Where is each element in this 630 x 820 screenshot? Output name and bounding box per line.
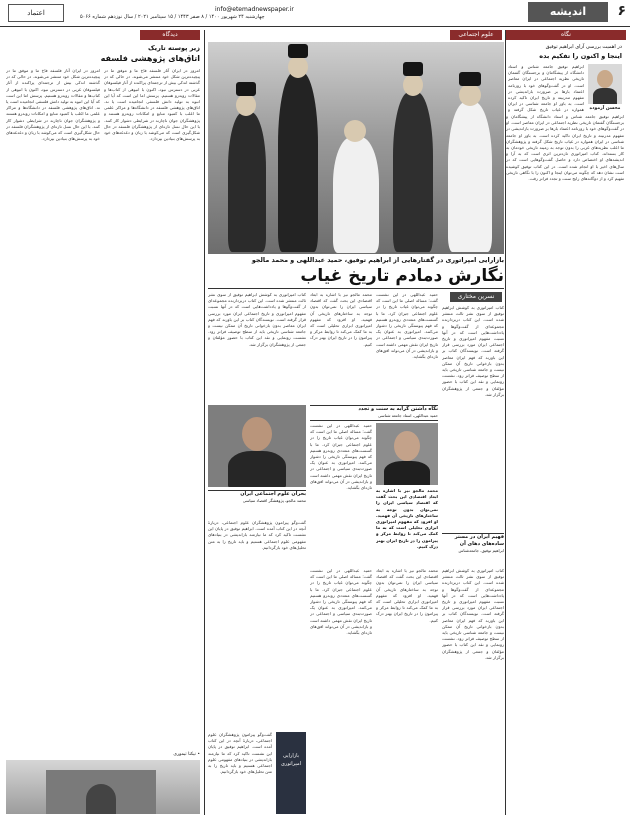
figure-2-hat: [288, 44, 308, 58]
article-column-c3: حمید عبداللهی در این نشست گفت: مساله اصلی ما این است که چگونه می‌توان غیاب تاریخ را در علوم اجتماعی جبران کرد. ما با گسست‌های متعددی روبه‌رو هستیم که فهم پیوستگی تاریخی را دشوار می‌کنند. امپراتوری به عنوان یک صورت‌بندی سیاسی و اجتماعی در تاریخ ایران نقش مهمی داشته است و بازاندیشی در آن می‌تواند افق‌های تازه‌ای بگشاید.: [310, 568, 372, 636]
pull-quote-b-author: ابراهیم توفیق، جامعه‌شناس: [458, 548, 504, 553]
figure-3-head: [344, 120, 366, 142]
figure-4-head: [403, 74, 423, 96]
main-section-label: علوم اجتماعی: [450, 30, 502, 40]
abdollahi-body: [384, 461, 430, 485]
column-divider: [505, 30, 506, 815]
section-title: اندیشه: [528, 2, 608, 22]
abdollahi-photo: [376, 423, 438, 485]
pull-quote-a: نگاه داشتن گرایه به سنت و تجدد: [358, 406, 438, 412]
pull-quote-b-box: [442, 533, 504, 566]
left-column-body-b: امروز در ایران آثار فلسفه فاخ ما و موفق ما در پیچیده‌ترین شکل خود منتشر می‌شوند. در حالی که در گذشته اندکی بیش از ترجمه‌ای پراکنده از آثار فیلسوفان غربی در دسترس نبود، اکنون با انبوهی از کتاب‌ها و مقالات روبه‌رو هستیم. پرسش اما این است که آیا این انبوه به تولید دانش فلسفی انجامیده است یا نه. اتاق‌های پژوهشی فلسفه در دانشگاه‌ها و مراکز علمی ما اغلب با کمبود منابع و امکانات روبه‌رو هستند و پژوهشگران جوان ناچارند در شرایطی دشوار کار کنند. با این حال نسل تازه‌ای از پژوهشگران فلسفه در حال شکل‌گیری است که می‌کوشد با زبان و دغدغه‌های خود به پرسش‌های بنیادین بپردازد.: [6, 68, 100, 142]
article-column-b: حمید عبداللهی در این نشست گفت: مساله اصلی ما این است که چگونه می‌توان غیاب تاریخ را در علوم اجتماعی جبران کرد. ما با گسست‌های متعددی روبه‌رو هستیم که فهم پیوستگی تاریخی را دشوار می‌کنند. امپراتوری به عنوان یک صورت‌بندی سیاسی و اجتماعی در تاریخ ایران نقش مهمی داشته است و بازاندیشی در آن می‌تواند افق‌های تازه‌ای بگشاید.: [376, 292, 438, 360]
left-column-footer-label: • نیکتا تیموری: [173, 752, 200, 757]
pull-quote-c: بحران علوم اجتماعی ایران: [240, 491, 306, 497]
right-column-label: نگاه: [506, 30, 626, 40]
article-column-a2: کتاب امپراتوری به کوشش ابراهیم توفیق از سوی نشر ثالث منتشر شده است. این کتاب دربردارنده مجموعه‌ای از گفت‌وگوها و یادداشت‌هایی است که در آنها نسبت مفهوم امپراتوری و تاریخ اجتماعی ایران مورد بررسی قرار گرفته است. نویسندگان کتاب بر این باورند که فهم ایران معاصر بدون بازخوانی تاریخ آن ممکن نیست و جامعه شناسی تاریخی باید از سطح توصیف فراتر رود. نشست رونمایی و نقد این کتاب با حضور مؤلفان و جمعی از پژوهشگران برگزار شد.: [442, 568, 504, 660]
author-portrait: [588, 64, 622, 104]
figure-4: [393, 92, 433, 252]
article-byline: نسرین مختاری: [450, 292, 502, 302]
page-header: [0, 0, 630, 27]
article-highlight-b: محمد مالجو نیز با اشاره به ابعاد اقتصادی این بحث گفت که اقتصاد سیاسی ایران را نمی‌توان بدون توجه به ساختارهای تاریخی آن فهمید. او افزود که مفهوم امپراتوری ابزاری تحلیلی است که به ما کمک می‌کند تا روابط مرکز و پیرامون را در تاریخ ایران بهتر درک کنیم.: [376, 488, 438, 549]
historical-group-photo: [208, 42, 504, 254]
figure-5-white: [448, 102, 492, 252]
article-column-b2: محمد مالجو نیز با اشاره به ابعاد اقتصادی این بحث گفت که اقتصاد سیاسی ایران را نمی‌توان بدون توجه به ساختارهای تاریخی آن فهمید. او افزود که مفهوم امپراتوری ابزاری تحلیلی است که به ما کمک می‌کند تا روابط مرکز و پیرامون را در تاریخ ایران بهتر درک کنیم.: [376, 568, 438, 623]
right-column-title: اینجا و اکنون را تفکیم بده: [539, 52, 622, 60]
figure-3-white: [333, 137, 379, 253]
dateline: چهارشنبه ۲۴ شهریور ۱۴۰۰ / ۸ صفر ۱۴۴۳ / ۱۵ سپتامبر ۲۰۲۱ / سال نوزدهم شماره ۵۰۶۶: [80, 14, 265, 20]
article-column-d2: گفت‌وگو پیرامون پژوهشگران علوم اجتماعی، دربارهٔ آنچه در این کتاب آمده است. ابراهیم توفیق در پایان این نشست تاکید کرد که ما نیازمند بازاندیشی در بنیادهای مفهومی علوم اجتماعی هستیم و باید تاریخ را به متن تحلیل‌های خود بازگردانیم.: [208, 520, 306, 550]
book-cover: [276, 732, 306, 814]
article-headline: نگارش دمادم تاریخ غیاب: [300, 266, 504, 286]
page-number: ۶: [617, 3, 626, 19]
maljoo-body: [228, 451, 286, 487]
article-column-d3: گفت‌وگو پیرامون پژوهشگران علوم اجتماعی، دربارهٔ آنچه در این کتاب آمده است. ابراهیم توفیق در پایان این نشست تاکید کرد که ما نیازمند بازاندیشی در بنیادهای مفهومی علوم اجتماعی هستیم و باید تاریخ را به متن تحلیل‌های خود بازگردانیم.: [208, 732, 272, 775]
left-column-lead: زیر پوسته تاریک: [148, 44, 200, 52]
right-column-lead: در اهمیت بررسی آرای ابراهیم توفیق: [545, 44, 622, 50]
left-column-body-a: امروز در ایران آثار فلسفه فاخ ما و موفق ما در پیچیده‌ترین شکل خود منتشر می‌شوند. در حالی که در گذشته اندکی بیش از ترجمه‌ای پراکنده از آثار فیلسوفان غربی در دسترس نبود، اکنون با انبوهی از کتاب‌ها و مقالات روبه‌رو هستیم. پرسش اما این است که آیا این انبوه به تولید دانش فلسفی انجامیده است یا نه. اتاق‌های پژوهشی فلسفه در دانشگاه‌ها و مراکز علمی ما اغلب با کمبود منابع و امکانات روبه‌رو هستند و پژوهشگران جوان ناچارند در شرایطی دشوار کار کنند. با این حال نسل تازه‌ای از پژوهشگران فلسفه در حال شکل‌گیری است که می‌کوشد با زبان و دغدغه‌های خود به پرسش‌های بنیادین بپردازد.: [104, 68, 200, 142]
pull-quote-b: فهیم ایران در مستر ساده‌های دهای آن: [454, 534, 504, 547]
newspaper-logo: اعتماد: [8, 4, 64, 22]
author-head-icon: [597, 70, 613, 88]
article-column-d: کتاب امپراتوری به کوشش ابراهیم توفیق از سوی نشر ثالث منتشر شده است. این کتاب دربردارنده مجموعه‌ای از گفت‌وگوها و یادداشت‌هایی است که در آنها نسبت مفهوم امپراتوری و تاریخ اجتماعی ایران مورد بررسی قرار گرفته است. نویسندگان کتاب بر این باورند که فهم ایران معاصر بدون بازخوانی تاریخ آن ممکن نیست و جامعه شناسی تاریخی باید از سطح توصیف فراتر رود. نشست رونمایی و نقد این کتاب با حضور مؤلفان و جمعی از پژوهشگران برگزار شد.: [208, 292, 306, 347]
author-body-icon: [593, 88, 617, 104]
email-address[interactable]: info@etemadnewspaper.ir: [215, 6, 294, 13]
figure-2: [278, 72, 318, 252]
building-photo: [6, 760, 200, 814]
figure-1: [228, 112, 266, 252]
figure-4-hat: [403, 62, 423, 76]
book-cover-title: بازارایی امپراتوری: [280, 753, 302, 767]
pull-quote-c-box: [208, 490, 306, 521]
right-column-intro: ابراهیم توفیق جامعه شناس و استاد دانشگاه از پیشگامان و برجستگان گفتمان تاریخی نظریه اجتماعی در ایران معاصر است. او در گفت‌وگوهای خود با روزنامه اعتماد بارها بر ضرورت بازاندیشی در مفهوم مدرنیته و تاریخ ایران تاکید کرده است. به باور او جامعه شناسی در ایران همواره در غیاب تاریخ شکل گرفته و: [508, 64, 584, 112]
abdollahi-head: [394, 431, 420, 461]
left-column-label: دیدگاه: [140, 30, 200, 40]
figure-1-hat: [236, 82, 256, 96]
maljoo-photo: [208, 405, 306, 487]
right-column-body: ابراهیم توفیق جامعه شناس و استاد دانشگاه از پیشگامان و برجستگان گفتمان تاریخی نظریه اجتماعی در ایران معاصر است. او در گفت‌وگوهای خود با روزنامه اعتماد بارها بر ضرورت بازاندیشی در مفهوم مدرنیته و تاریخ ایران تاکید کرده است. به باور او جامعه شناسی در ایران همواره در غیاب تاریخ شکل گرفته و پژوهشگران ما اغلب نظریه‌های غربی را بدون توجه به زمینه تاریخی خودمان به کار بسته‌اند. کتاب امیراتوری تازه‌ترین اثری است که به آرا و اندیشه‌های او اختصاص دارد و حاصل گفت‌وگوهایی است که در سال‌های اخیر با او انجام شده است. در این کتاب توفیق کوشیده است نشان دهد که چگونه می‌توان اینجا و اکنون را با نگاهی تاریخی تفهیم کرد و از دوگانه‌های رایج سنت و تجدد فراتر رفت.: [506, 114, 624, 182]
headline-rule: [208, 288, 504, 289]
maljoo-head: [242, 417, 272, 451]
figure-1-head: [236, 94, 256, 116]
figure-5-head: [459, 84, 481, 106]
pull-quote-a-author: حمید عبداللهی، استاد جامعه شناسی: [377, 413, 438, 418]
article-column-a: کتاب امپراتوری به کوشش ابراهیم توفیق از سوی نشر ثالث منتشر شده است. این کتاب دربردارنده مجموعه‌ای از گفت‌وگوها و یادداشت‌هایی است که در آنها نسبت مفهوم امپراتوری و تاریخ اجتماعی ایران مورد بررسی قرار گرفته است. نویسندگان کتاب بر این باورند که فهم ایران معاصر بدون بازخوانی تاریخ آن ممکن نیست و جامعه شناسی تاریخی باید از سطح توصیف فراتر رود. نشست رونمایی و نقد این کتاب با حضور مؤلفان و جمعی از پژوهشگران برگزار شد.: [442, 305, 504, 397]
figure-5-hat: [459, 72, 481, 86]
right-column-author: محسن آزموده: [589, 106, 621, 111]
article-kicker: بازارایی امپراتوری در گفتارهایی از ابراهیم توفیق، حمید عبداللهی و محمد مالجو: [251, 256, 504, 264]
pull-quote-c-author: محمد مالجو، پژوهشگر اقتصاد سیاسی: [242, 498, 306, 503]
article-column-c2: حمید عبداللهی در این نشست گفت: مساله اصلی ما این است که چگونه می‌توان غیاب تاریخ را در علوم اجتماعی جبران کرد. ما با گسست‌های متعددی روبه‌رو هستیم که فهم پیوستگی تاریخی را دشوار می‌کنند. امپراتوری به عنوان یک صورت‌بندی سیاسی و اجتماعی در تاریخ ایران نقش مهمی داشته است و بازاندیشی در آن می‌تواند افق‌های تازه‌ای بگشاید.: [310, 423, 372, 491]
left-column-title: اتاق‌های پژوهشی فلسفه: [100, 54, 200, 63]
figure-2-head: [288, 56, 308, 78]
article-column-c: محمد مالجو نیز با اشاره به ابعاد اقتصادی این بحث گفت که اقتصاد سیاسی ایران را نمی‌توان بدون توجه به ساختارهای تاریخی آن فهمید. او افزود که مفهوم امپراتوری ابزاری تحلیلی است که به ما کمک می‌کند تا روابط مرکز و پیرامون را در تاریخ ایران بهتر درک کنیم.: [310, 292, 372, 347]
column-divider-left: [204, 30, 205, 815]
building-arch-icon: [86, 784, 116, 814]
pull-quote-a-box: [310, 405, 438, 421]
